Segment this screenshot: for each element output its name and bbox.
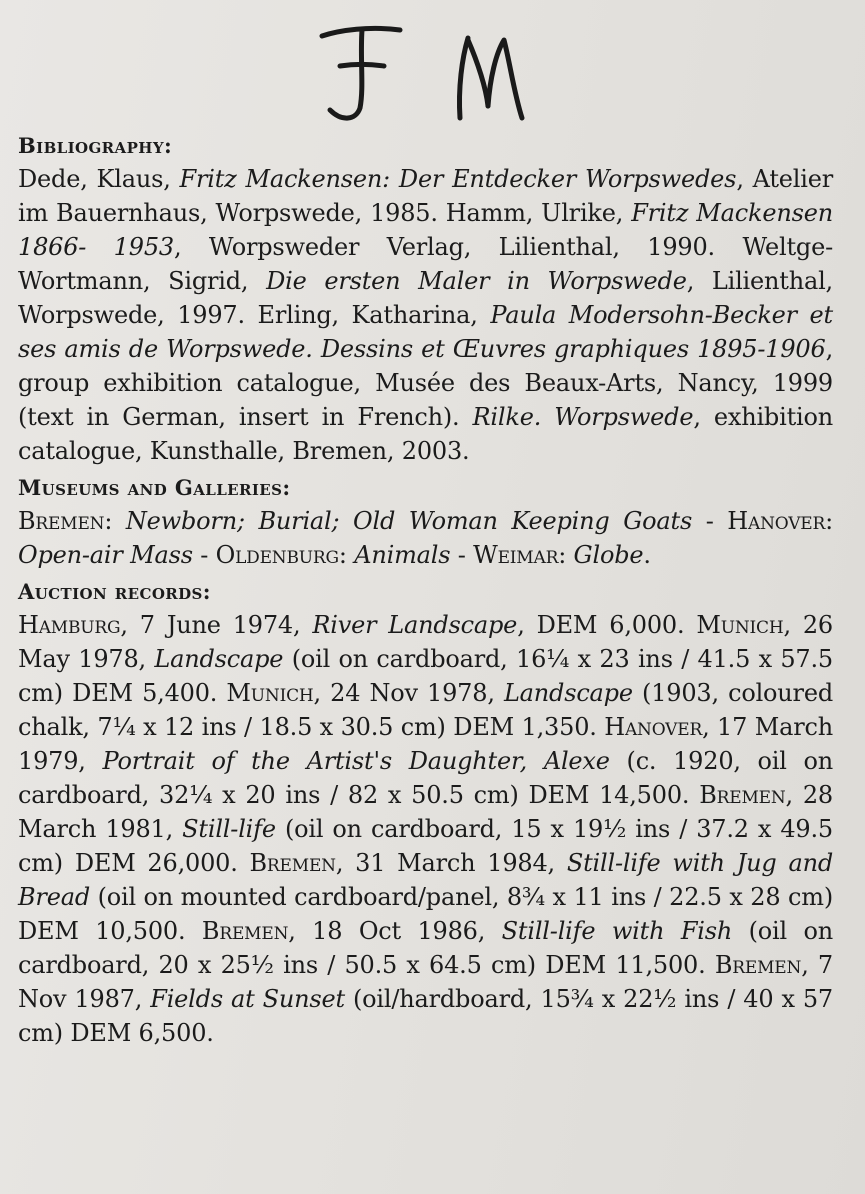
museums-text	[18, 504, 833, 572]
auctions-segment: Bremen	[699, 781, 786, 809]
museums-segment: Weimar	[473, 541, 559, 569]
auctions-segment: , 26 May 1978,	[18, 611, 833, 673]
auctions-segment: Hanover	[604, 713, 703, 741]
auctions-segment: Bremen	[249, 849, 336, 877]
auctions-segment: Munich	[226, 679, 314, 707]
auctions-segment: , 28 March 1981,	[18, 781, 833, 843]
auctions-segment: River Landscape	[312, 611, 518, 639]
museums-segment: :	[338, 541, 355, 569]
auctions-segment: , 7 Nov 1987,	[18, 951, 833, 1013]
museums-segment: Oldenburg	[215, 541, 339, 569]
museums-segment: Globe	[573, 541, 644, 569]
auctions-segment: , 31 March 1984,	[335, 849, 567, 877]
auctions-segment: Hamburg	[18, 611, 121, 639]
auctions-segment: Landscape	[503, 679, 633, 707]
auctions-segment: (1903, coloured chalk, 7¼ x 12 ins / 18.5 x 30.5 cm) DEM 1,350.	[18, 679, 833, 741]
auctions-segment: , 24 Nov 1978,	[313, 679, 504, 707]
auctions-segment: (oil on cardboard, 15 x 19½ ins / 37.2 x 49.5 cm) DEM 26,000.	[18, 815, 834, 877]
museums-segment: :	[558, 541, 574, 569]
bibliography-text	[18, 162, 833, 468]
bibliography-segment: Paula Modersohn-Becker et ses amis de Worpswede. Dessins et Œuvres graphiques 1895-1906	[18, 301, 833, 363]
auctions-segment: (oil on cardboard, 16¼ x 23 ins / 41.5 x 57.5 cm) DEM 5,400.	[18, 645, 833, 707]
museums-segment: Newborn; Burial; Old Woman Keeping Goats	[125, 507, 693, 535]
museums-segment: .	[643, 541, 651, 569]
bibliography-segment: , Atelier im Bauernhaus, Worpswede, 1985. Hamm, Ulrike,	[18, 165, 833, 227]
fm-monogram-signature	[300, 8, 550, 138]
auctions-segment: Still-life	[182, 815, 276, 843]
auctions-segment: , 7 June 1974,	[120, 611, 313, 639]
museums-segment: -	[450, 541, 474, 569]
museums-segment: Animals	[354, 541, 451, 569]
auctions-segment: Bremen	[714, 951, 802, 979]
bibliography-segment: , group exhibition catalogue, Musée des Beaux-Arts, Nancy, 1999 (text in German, insert in French).	[18, 335, 833, 431]
museums-segment: Hanover	[727, 507, 826, 535]
auctions-segment: Bremen	[201, 917, 289, 945]
bibliography-segment: Die ersten Maler in Worpswede	[266, 267, 687, 295]
entry-body	[18, 130, 833, 1054]
auctions-segment: Landscape	[154, 645, 284, 673]
auctions-segment: Still-life with Jug and Bread	[18, 849, 833, 911]
auctions-segment: Portrait of the Artist's Daughter, Alexe	[102, 747, 610, 775]
auctions-segment: (oil on mounted cardboard/panel, 8¾ x 11 ins / 22.5 x 28 cm) DEM 10,500.	[18, 883, 833, 945]
museums-segment: -	[692, 507, 728, 535]
auctions-segment: , DEM 6,000.	[517, 611, 697, 639]
auctions-segment: Still-life with Fish	[501, 917, 733, 945]
bibliography-segment: Fritz Mackensen 1866- 1953	[18, 199, 833, 261]
auctions-segment: Fields at Sunset	[150, 985, 345, 1013]
museums-segment: Bremen	[18, 507, 105, 535]
bibliography-segment: , Lilienthal, Worpswede, 1997. Erling, Katharina,	[18, 267, 833, 329]
bibliography-heading: Bibliography:	[18, 133, 173, 158]
museums-segment: :	[825, 507, 833, 535]
museums-segment: Open-air Mass	[18, 541, 193, 569]
auction-records-heading: Auction records:	[18, 579, 211, 604]
bibliography-segment: , exhibition catalogue, Kunsthalle, Bremen, 2003.	[18, 403, 833, 465]
bibliography-segment: Dede, Klaus,	[18, 165, 180, 193]
auctions-segment: (oil on cardboard, 20 x 25½ ins / 50.5 x 64.5 cm) DEM 11,500.	[18, 917, 833, 979]
museums-segment: -	[192, 541, 216, 569]
bibliography-segment: , Worpsweder Verlag, Lilienthal, 1990. Weltge-Wortmann, Sigrid,	[18, 233, 833, 295]
museums-segment: :	[104, 507, 126, 535]
auction-records-text	[18, 608, 833, 1050]
auctions-segment: , 18 Oct 1986,	[288, 917, 502, 945]
auctions-segment: , 17 March 1979,	[18, 713, 833, 775]
auctions-segment: (oil/hardboard, 15¾ x 22½ ins / 40 x 57 cm) DEM 6,500.	[18, 985, 833, 1047]
auctions-segment: Munich	[696, 611, 784, 639]
bibliography-segment: Fritz Mackensen: Der Entdecker Worpswedes	[179, 165, 737, 193]
auctions-segment: (c. 1920, oil on cardboard, 32¼ x 20 ins / 82 x 50.5 cm) DEM 14,500.	[18, 747, 834, 809]
museums-heading: Museums and Galleries:	[18, 475, 291, 500]
bibliography-segment: Rilke. Worpswede	[472, 403, 694, 431]
